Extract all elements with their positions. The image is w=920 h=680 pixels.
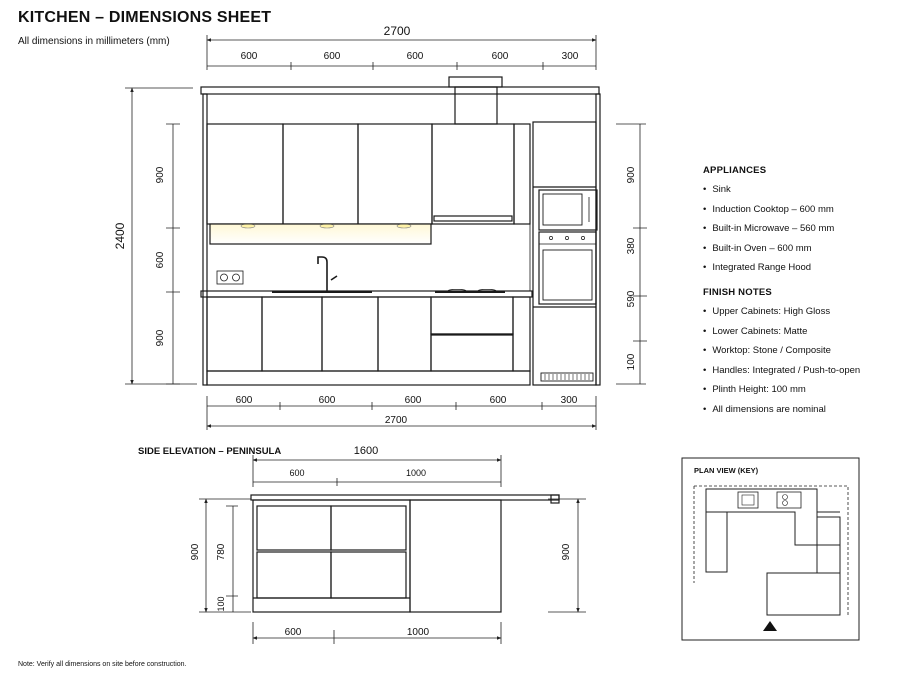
front-top-dim-5: 300 [561,51,579,62]
front-overall-height: 2400 [113,222,127,250]
oven [539,232,596,304]
front-top-dim-1: 600 [240,51,258,62]
finish-notes-panel [703,287,860,423]
plan-view-title: PLAN VIEW (KEY) [694,466,759,475]
front-bottom-dim-4: 600 [489,395,507,406]
appliance-item: • Induction Cooktop – 600 mm [703,204,834,215]
side-left-dim-1: 780 [216,543,227,561]
front-bottom-dim-3: 600 [404,395,422,406]
finish-notes-heading: FINISH NOTES [703,287,772,298]
appliance-item: • Integrated Range Hood [703,262,834,273]
front-left-dim-1: 900 [155,166,166,184]
upper-cabinets [207,124,530,224]
front-right-dim-1: 900 [626,166,637,184]
hood-chimney [455,87,497,124]
front-top-dim-2: 600 [323,51,341,62]
front-elevation [201,77,600,385]
footer-note: Note: Verify all dimensions on site before construction. [18,661,187,668]
front-overall-width: 2700 [383,24,411,38]
front-left-dim-2: 600 [155,251,166,269]
page-subtitle: All dimensions in millimeters (mm) [18,36,170,47]
front-top-dim-3: 600 [406,51,424,62]
appliance-item: • Built-in Microwave – 560 mm [703,223,834,234]
wall-socket [217,271,243,284]
plan-view [682,458,859,640]
peninsula-end-panel [410,500,501,612]
front-bottom-dim-1: 600 [235,395,253,406]
side-bottom-dim-1: 600 [284,627,302,638]
front-bottom-dim-2: 600 [318,395,336,406]
finish-item: • Worktop: Stone / Composite [703,345,860,356]
side-left-total: 900 [190,543,201,561]
side-total-width: 1600 [353,445,379,457]
front-right-dim-4: 100 [626,353,637,371]
finish-item: • Lower Cabinets: Matte [703,326,860,337]
front-top-dim-4: 600 [491,51,509,62]
side-top-dim-2: 1000 [405,468,427,478]
appliances-heading: APPLIANCES [703,165,767,176]
side-elevation-title: SIDE ELEVATION – PENINSULA [138,446,282,457]
front-right-dim-3: 590 [626,290,637,308]
appliances-panel [703,165,834,282]
finish-item: • Plinth Height: 100 mm [703,384,860,395]
page-title: KITCHEN – DIMENSIONS SHEET [18,9,272,26]
appliance-item: • Built-in Oven – 600 mm [703,243,834,254]
side-left-dim-2: 100 [216,596,226,612]
hood-top [449,77,502,87]
finish-item: • All dimensions are nominal [703,404,860,415]
side-bottom-dim-2: 1000 [406,627,430,638]
finish-item: • Upper Cabinets: High Gloss [703,306,860,317]
front-bottom-total: 2700 [384,415,408,426]
front-bottom-dim-5: 300 [560,395,578,406]
tall-unit [533,122,597,385]
hood-cabinet [432,124,514,224]
front-left-dim-3: 900 [155,329,166,347]
side-right-total: 900 [561,543,572,561]
cornice [201,87,599,94]
left-side-panel [203,94,207,385]
finish-item: • Handles: Integrated / Push-to-open [703,365,860,376]
plinth [207,371,530,385]
appliance-item: • Sink [703,184,834,195]
microwave [539,190,597,230]
front-right-dim-2: 380 [626,237,637,255]
lower-cabinets [207,297,530,371]
peninsula [251,495,559,612]
side-top-dim-1: 600 [289,468,305,478]
faucet [318,257,337,292]
peninsula-worktop [251,495,559,500]
